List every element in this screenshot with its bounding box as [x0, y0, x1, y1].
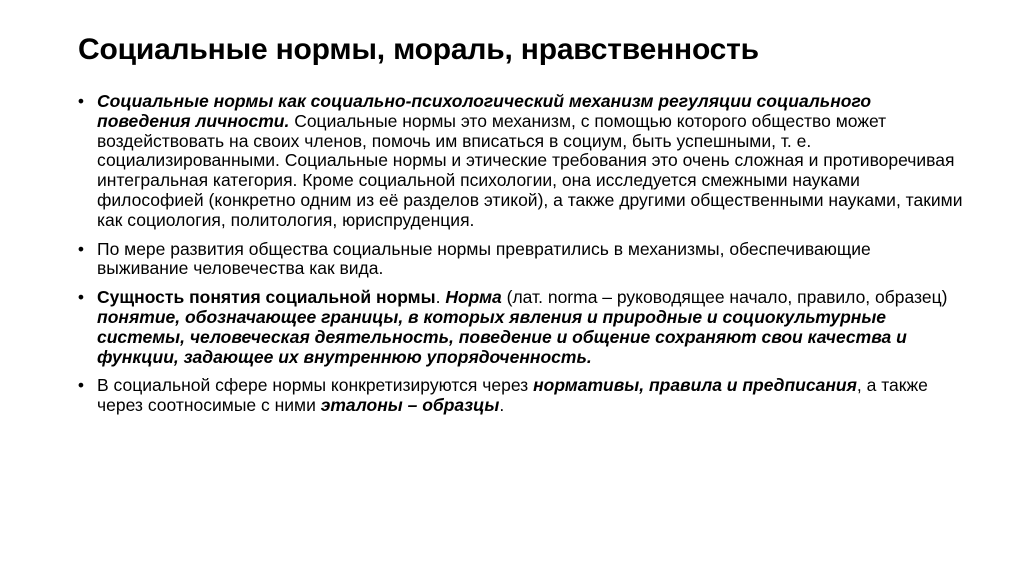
- bullet-item-concretization: [74, 376, 964, 416]
- bullet-icon: •: [77, 375, 85, 396]
- normatives-term: нормативы, правила и предписания: [533, 375, 857, 396]
- bullet-icon: •: [77, 238, 85, 259]
- bullet-body-text: Социальные нормы это механизм, с помощью которого общество может воздействовать на своих членов, помочь им вписаться в социум, быть успешными, т. е. социализированными. Социальные нормы и этические требования это очень сложная и противоречивая интегральная категория. Кроме социальной психологии, она исследуется смежными науками философией (конкретно одним из её разделов этикой), а также другими общественными науками, такими как социология, политология, юриспруденция.: [97, 110, 963, 230]
- bullet-body-text-2: , а также через соотносимые с ними: [97, 375, 928, 416]
- slide-title: Социальные нормы, мораль, нравственность: [78, 33, 759, 66]
- norm-term: Норма: [445, 287, 502, 308]
- bullet-item-norm-definition: [74, 288, 964, 367]
- bullet-list: [74, 92, 964, 425]
- bullet-end-punct: .: [499, 395, 505, 416]
- bullet-icon: •: [77, 287, 85, 308]
- bullet-item-survival: [74, 240, 964, 280]
- bullet-lead-text: Социальные нормы как социально-психологический механизм регуляции социального поведения личности.: [97, 91, 872, 131]
- bullet-separator-text: .: [435, 287, 446, 308]
- bullet-body-text: В социальной сфере нормы конкретизируются через: [97, 375, 534, 396]
- standards-term: эталоны – образцы: [320, 395, 500, 416]
- norm-definition-text: понятие, обозначающее границы, в которых явления и природные и социокультурные системы, человеческая деятельность, поведение и общение сохраняют свои качества и функции, задающее их внутреннюю упорядоченность.: [97, 306, 907, 367]
- bullet-icon: •: [77, 91, 85, 111]
- norm-etymology-text: (лат. norma – руководящее начало, правило, образец): [501, 287, 948, 308]
- bullet-body-text: По мере развития общества социальные нормы превратились в механизмы, обеспечивающие выживание человечества как вида.: [97, 238, 871, 279]
- bullet-item-norms-mechanism: [74, 92, 964, 231]
- bullet-lead-text: Сущность понятия социальной нормы: [97, 287, 436, 308]
